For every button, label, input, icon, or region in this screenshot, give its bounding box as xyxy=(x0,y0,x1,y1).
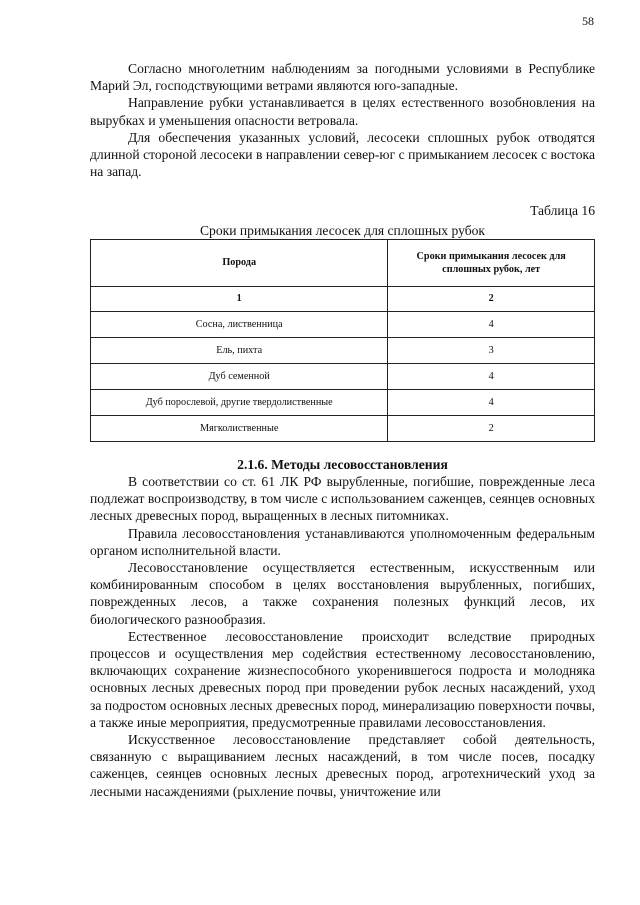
table-row xyxy=(91,415,595,441)
table-row xyxy=(91,389,595,415)
table-row xyxy=(91,363,595,389)
section-heading: 2.1.6. Методы лесовосстановления xyxy=(237,456,448,472)
table-row xyxy=(91,311,595,337)
table-cell: 1 xyxy=(91,286,388,311)
table-cell: Дуб семенной xyxy=(91,363,388,389)
paragraph: Согласно многолетним наблюдениям за погодными условиями в Республике Марий Эл, господствующими ветрами являются юго-западные. xyxy=(90,61,595,94)
table-header-row xyxy=(91,239,595,286)
table-cell: Мягколиственные xyxy=(91,415,388,441)
paragraph: Правила лесовосстановления устанавливаются уполномоченным федеральным органом исполнительной власти. xyxy=(90,525,595,558)
table-cell: 2 xyxy=(388,415,595,441)
table-cell: 4 xyxy=(388,311,595,337)
document-body xyxy=(90,60,595,800)
paragraph: Направление рубки устанавливается в целях естественного возобновления на вырубках и уменьшения опасности ветровала. xyxy=(90,95,595,128)
paragraph: Естественное лесовосстановление происходит вследствие природных процессов и осуществления мер содействия естественному лесовосстановлению, включающих сохранение жизнеспособного укоренившегося подроста и молодняка основных лесных древесных пород при проведении рубок лесных насаждений, уход за подростом основных лесных древесных пород, минерализацию поверхности почвы, а также иные мероприятия, предусмотренные правилами лесовосстановления. xyxy=(90,628,595,730)
table-cell: 3 xyxy=(388,337,595,363)
data-table xyxy=(90,239,595,442)
table-title: Сроки примыкания лесосек для сплошных рубок xyxy=(199,222,486,238)
paragraph: Лесовосстановление осуществляется естественным, искусственным или комбинированным способом в целях восстановления вырубленных, погибших, поврежденных лесов, а также сохранения полезных функций лесов, их биологического разнообразия. xyxy=(90,560,595,627)
table-cell: Дуб порослевой, другие твердолиственные xyxy=(91,389,388,415)
table-cell: 4 xyxy=(388,389,595,415)
table-row xyxy=(91,337,595,363)
table-cell: Сосна, лиственница xyxy=(91,311,388,337)
page-number: 58 xyxy=(582,14,594,28)
table-cell: Ель, пихта xyxy=(91,337,388,363)
table-column-number-row xyxy=(91,286,595,311)
paragraph: Для обеспечения указанных условий, лесосеки сплошных рубок отводятся длинной стороной лесосеки в направлении север-юг с примыканием лесосек с востока на запад. xyxy=(90,129,595,180)
table-cell: 4 xyxy=(388,363,595,389)
table-header-cell: Порода xyxy=(91,239,388,286)
table-header-cell: Сроки примыкания лесосек для сплошных рубок, лет xyxy=(388,239,595,286)
paragraph: В соответствии со ст. 61 ЛК РФ вырубленные, погибшие, поврежденные леса подлежат воспроизводству, в том числе с использованием саженцев, сеянцев основных лесных древесных пород, выращенных в лесных питомниках. xyxy=(90,474,595,524)
paragraph: Искусственное лесовосстановление представляет собой деятельность, связанную с выращиванием лесных насаждений, в том числе посев, посадку саженцев, сеянцев основных лесных древесных пород, агротехнический уход за лесными насаждениями (рыхление почвы, уничтожение или xyxy=(90,732,595,799)
table-cell: 2 xyxy=(388,286,595,311)
table-caption: Таблица 16 xyxy=(530,203,595,219)
